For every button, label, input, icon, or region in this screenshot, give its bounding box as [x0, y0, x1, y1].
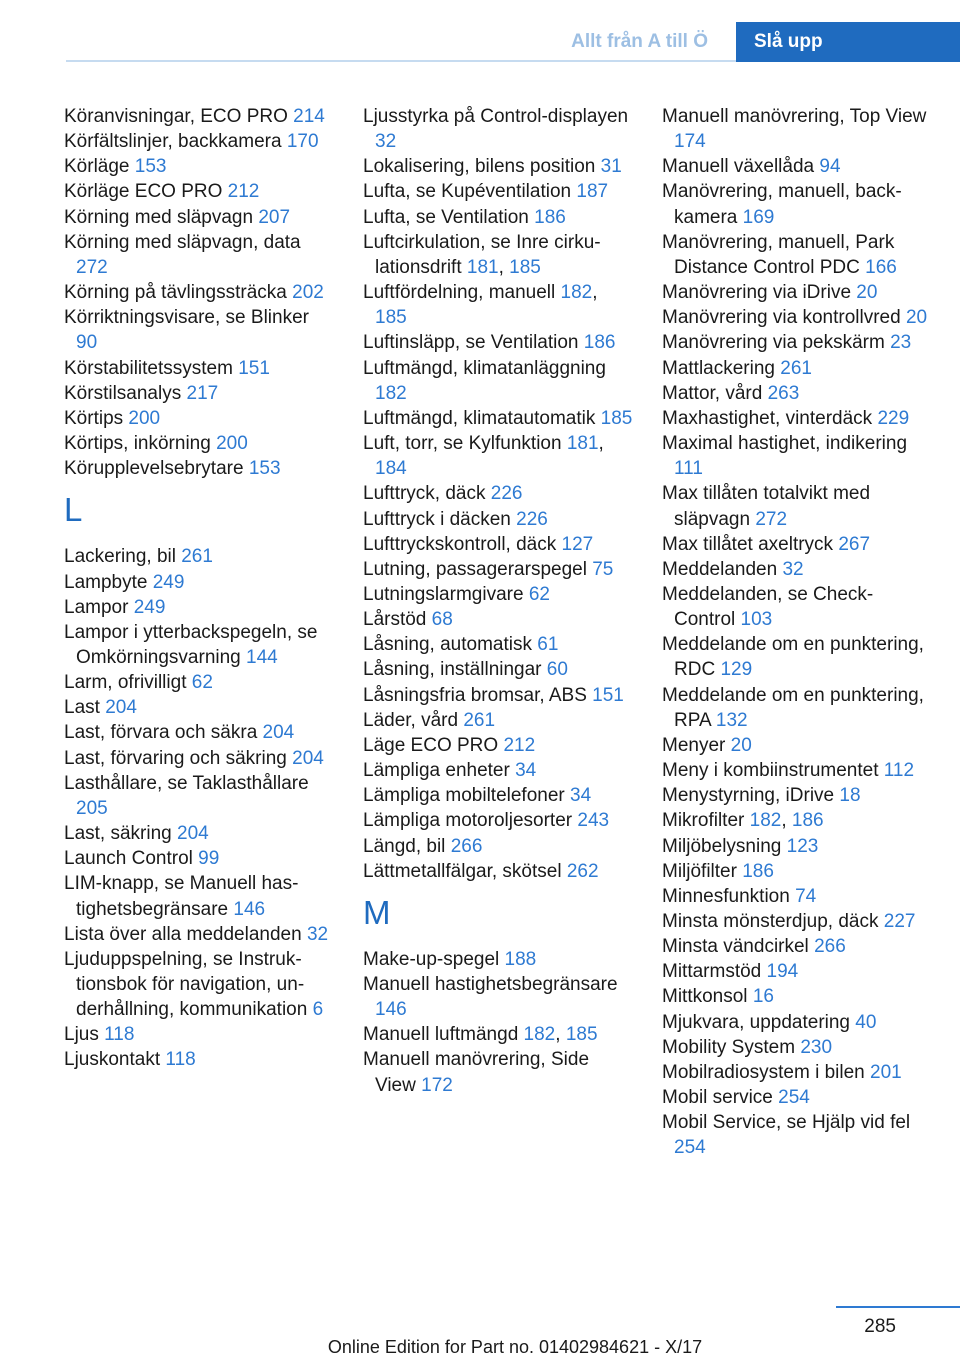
- page-link[interactable]: 74: [795, 885, 817, 907]
- page-link[interactable]: 103: [740, 609, 773, 631]
- page-link[interactable]: 20: [730, 734, 752, 756]
- index-term: Lutning, passagerarspegel: [363, 558, 593, 580]
- page-link[interactable]: 262: [566, 860, 599, 882]
- page-link[interactable]: 204: [262, 722, 295, 744]
- index-entry: [662, 683, 932, 733]
- page-link[interactable]: 32: [375, 131, 397, 153]
- index-term: Last: [64, 697, 106, 719]
- page-link[interactable]: 16: [752, 986, 774, 1008]
- index-term: Manuell manövrering, Side View: [363, 1049, 590, 1096]
- page-link[interactable]: 185: [375, 307, 407, 329]
- page-separator: ,: [781, 810, 792, 832]
- page-number: 285: [864, 1316, 896, 1337]
- index-entry: [64, 305, 334, 355]
- index-entry: [363, 758, 633, 783]
- page-link[interactable]: 169: [742, 206, 775, 228]
- index-entry: [662, 632, 932, 682]
- index-entry: [662, 934, 932, 959]
- index-entry: [363, 972, 633, 1022]
- page-link[interactable]: 200: [128, 407, 161, 429]
- page-separator: ,: [555, 1024, 566, 1046]
- index-entry: [662, 381, 932, 406]
- index-entry: [363, 104, 633, 154]
- index-term: Låsningsfria bromsar, ABS: [363, 684, 593, 706]
- index-term: Körning med släpvagn, data: [64, 231, 301, 253]
- page-link[interactable]: 272: [755, 508, 788, 530]
- index-term: Maximal hastighet, indikering: [662, 433, 908, 455]
- index-term: Lårstöd: [363, 609, 432, 631]
- index-entry: [363, 582, 633, 607]
- index-term: Luftcirkulation, se Inre cirkulationsdrift: [363, 231, 601, 278]
- page-link[interactable]: 144: [246, 646, 278, 668]
- index-term: Låsning, automatisk: [363, 634, 538, 656]
- index-term: Körläge ECO PRO: [64, 181, 228, 203]
- index-entry: [64, 947, 334, 1022]
- page-link[interactable]: 123: [786, 835, 819, 857]
- index-term: Mattor, vård: [662, 382, 768, 404]
- index-entry: [363, 356, 633, 406]
- index-term: Meddelanden: [662, 558, 783, 580]
- index-entry: [363, 280, 633, 330]
- page-link[interactable]: 261: [181, 546, 213, 568]
- page-link[interactable]: 172: [421, 1074, 453, 1096]
- index-term: Meddelande om en punktering, RDC: [662, 634, 924, 681]
- index-term: Lista över alla meddelanden: [64, 923, 307, 945]
- index-term: Körstabilitetssystem: [64, 357, 239, 379]
- page-link[interactable]: 186: [742, 860, 774, 882]
- index-entry: [662, 179, 932, 229]
- page-link[interactable]: 129: [720, 659, 753, 681]
- index-term: LIM-knapp, se Manuell hastighetsbegränsare: [64, 873, 299, 920]
- page-link[interactable]: 18: [839, 785, 861, 807]
- page-link[interactable]: 202: [292, 282, 324, 304]
- page-link[interactable]: 32: [782, 558, 804, 580]
- page-link[interactable]: 267: [838, 533, 871, 555]
- index-entry: [662, 808, 932, 833]
- index-term: Lokalisering, bilens position: [363, 156, 601, 178]
- page-separator: ,: [592, 282, 598, 304]
- index-term: Last, förvaring och säkring: [64, 747, 293, 769]
- page-link[interactable]: 146: [375, 999, 407, 1021]
- index-entry: [363, 1047, 633, 1097]
- index-entry: [64, 205, 334, 230]
- edition-text: Online Edition for Part no. 01402984621 - X/17: [327, 1337, 703, 1357]
- index-entry: [363, 406, 633, 431]
- page-link[interactable]: 186: [583, 332, 616, 354]
- index-entry: [64, 104, 334, 129]
- page-link[interactable]: 182: [749, 810, 782, 832]
- page-link[interactable]: 62: [191, 672, 213, 694]
- index-entry: [662, 1060, 932, 1085]
- index-letter-heading: M: [363, 893, 391, 931]
- page-link[interactable]: 212: [503, 734, 536, 756]
- index-entry: [64, 595, 334, 620]
- index-entry: [662, 356, 932, 381]
- index-term: Manuell hastighetsbegränsare: [363, 974, 618, 995]
- index-entry: [363, 330, 633, 355]
- index-term: Mattlackering: [662, 357, 781, 379]
- page-link[interactable]: 60: [546, 659, 568, 681]
- index-term: Max tillåtet axeltryck: [662, 533, 839, 555]
- index-entry: [64, 746, 334, 771]
- index-term: Manövrering via kontrollvred: [662, 307, 906, 329]
- index-term: Körfältslinjer, backkamera: [64, 131, 287, 153]
- page-link[interactable]: 34: [515, 760, 537, 782]
- index-term: Ljus: [64, 1024, 105, 1046]
- page-link[interactable]: 40: [855, 1011, 877, 1033]
- page-link[interactable]: 99: [198, 848, 220, 870]
- index-term: Längd, bil: [363, 835, 451, 857]
- index-entry: [662, 104, 932, 154]
- index-entry: [64, 544, 334, 569]
- index-term: Minnesfunktion: [662, 885, 796, 907]
- index-entry: [662, 481, 932, 531]
- index-term: Lampbyte: [64, 571, 153, 593]
- index-term: Manövrering via pekskärm: [662, 332, 891, 354]
- index-term: Minsta mönsterdjup, däck: [662, 911, 884, 932]
- index-entry: [64, 695, 334, 720]
- page-link[interactable]: 182: [375, 382, 407, 404]
- index-term: Lufttryck i däcken: [363, 508, 517, 530]
- page-link[interactable]: 146: [233, 898, 266, 920]
- page-link[interactable]: 249: [133, 596, 166, 618]
- index-term: Ljuduppspelning, se Instruktionsbok för navigation, underhållning, kommunikation: [64, 948, 313, 1021]
- header-divider: [66, 60, 736, 62]
- page-link[interactable]: 263: [767, 382, 800, 404]
- page-link[interactable]: 170: [286, 131, 319, 153]
- index-term: Lampor: [64, 596, 134, 618]
- tab-index-a-o[interactable]: Allt från A till Ö: [571, 31, 708, 52]
- index-entry: [363, 733, 633, 758]
- page-link[interactable]: 185: [509, 256, 541, 278]
- page-link[interactable]: 166: [865, 256, 897, 278]
- index-term: Lufta, se Kupéventilation: [363, 181, 577, 203]
- index-entry: [64, 280, 334, 305]
- index-entry: [64, 620, 334, 670]
- index-term: Launch Control: [64, 848, 199, 870]
- index-term: Mobility System: [662, 1036, 801, 1058]
- page-link[interactable]: 174: [674, 131, 706, 153]
- index-term: Last, säkring: [64, 823, 177, 845]
- index-term: Lämpliga motoroljesorter: [363, 810, 578, 832]
- index-term: Manövrering, manuell, backkamera: [662, 181, 902, 228]
- index-column-1: [64, 104, 334, 1073]
- page-link[interactable]: 214: [293, 106, 325, 127]
- page-header: [0, 22, 960, 62]
- index-entry: [662, 758, 932, 783]
- index-entry: [64, 406, 334, 431]
- index-term: Lättmetallfälgar, skötsel: [363, 860, 567, 882]
- index-entry: [662, 1010, 932, 1035]
- index-term: Luftmängd, klimatautomatik: [363, 407, 601, 429]
- index-letter-heading: L: [64, 491, 83, 529]
- page-link[interactable]: 182: [523, 1024, 556, 1046]
- page-link[interactable]: 94: [819, 156, 841, 178]
- index-entry: [662, 1085, 932, 1110]
- index-term: Lämpliga enheter: [363, 760, 516, 782]
- index-entry: [363, 607, 633, 632]
- index-entry: [363, 507, 633, 532]
- page-link[interactable]: 200: [216, 433, 248, 455]
- index-term: Manövrering via iDrive: [662, 282, 857, 304]
- index-entry: [363, 783, 633, 808]
- page-link[interactable]: 151: [592, 684, 624, 706]
- page-link[interactable]: 217: [186, 382, 219, 404]
- page-link[interactable]: 243: [577, 810, 610, 832]
- index-entry: [662, 1110, 932, 1160]
- index-term: Manuell luftmängd: [363, 1024, 524, 1046]
- page-link[interactable]: 254: [674, 1137, 706, 1159]
- index-term: Mobil service: [662, 1087, 779, 1109]
- page-link[interactable]: 188: [504, 948, 537, 970]
- index-entry: [64, 1022, 334, 1047]
- index-entry: [662, 1035, 932, 1060]
- index-entry: [64, 1047, 334, 1072]
- index-term: Luftfördelning, manuell: [363, 282, 561, 304]
- index-term: Manuell växellåda: [662, 156, 820, 178]
- index-entry: [662, 280, 932, 305]
- index-entry: [64, 570, 334, 595]
- page-link[interactable]: 249: [152, 571, 185, 593]
- index-entry: [64, 922, 334, 947]
- page-link[interactable]: 186: [534, 206, 566, 228]
- page-link[interactable]: 112: [883, 760, 915, 782]
- index-entry: [662, 532, 932, 557]
- index-term: Lufttryckskontroll, däck: [363, 533, 562, 555]
- page-link[interactable]: 118: [165, 1049, 196, 1071]
- page-link[interactable]: 212: [227, 181, 260, 203]
- index-entry: [363, 532, 633, 557]
- index-entry: [363, 947, 633, 972]
- index-term: Körning på tävlingssträcka: [64, 282, 293, 304]
- index-entry: [363, 481, 633, 506]
- page-link[interactable]: 127: [561, 533, 594, 555]
- page-separator: ,: [498, 256, 510, 278]
- index-entry: [64, 154, 334, 179]
- index-term: Mittkonsol: [662, 986, 753, 1008]
- index-entry: [662, 582, 932, 632]
- index-entry: [363, 1022, 633, 1047]
- index-term: Körstilsanalys: [64, 382, 187, 404]
- page-link[interactable]: 132: [715, 709, 748, 731]
- page-link[interactable]: 226: [516, 508, 548, 530]
- tab-lookup[interactable]: Slå upp: [736, 22, 960, 62]
- page-link[interactable]: 182: [560, 282, 593, 304]
- page-link[interactable]: 266: [814, 936, 846, 958]
- page-link[interactable]: 184: [375, 458, 407, 480]
- index-term: Luftmängd, klimatanläggning: [363, 357, 606, 379]
- index-entry: [662, 884, 932, 909]
- page-link[interactable]: 254: [778, 1087, 810, 1109]
- index-term: Körning med släpvagn: [64, 206, 259, 228]
- index-entry: [662, 984, 932, 1009]
- page-link[interactable]: 261: [780, 357, 812, 379]
- index-term: Meddelanden, se Check-Control: [662, 583, 874, 631]
- page-link[interactable]: 111: [674, 458, 703, 480]
- page-link[interactable]: 229: [877, 407, 910, 429]
- index-entry: [64, 230, 334, 280]
- index-term: Miljöbelysning: [662, 835, 787, 857]
- index-entry: [64, 179, 334, 204]
- index-entry: [64, 670, 334, 695]
- page-link[interactable]: 90: [76, 332, 98, 354]
- index-term: Lampor i ytterbackspegeln, se Omkörningsvarning: [64, 621, 318, 668]
- index-entry: [363, 808, 633, 833]
- index-entry: [363, 431, 633, 481]
- index-entry: [662, 154, 932, 179]
- index-term: Manövrering, manuell, Park Distance Control PDC: [662, 231, 895, 278]
- index-entry: [64, 871, 334, 921]
- page-link[interactable]: 227: [883, 911, 916, 932]
- page-link[interactable]: 68: [431, 609, 453, 631]
- index-term: Mobil Service, se Hjälp vid fel: [662, 1112, 911, 1134]
- index-entry: [64, 720, 334, 745]
- index-entry: [64, 381, 334, 406]
- index-entry: [662, 834, 932, 859]
- index-term: Körriktningsvisare, se Blinker: [64, 307, 309, 329]
- index-entry: [64, 771, 334, 821]
- page-link[interactable]: 205: [76, 797, 108, 819]
- index-entry: [662, 431, 932, 481]
- index-term: Meny i kombiinstrumentet: [662, 760, 884, 782]
- index-term: Lufta, se Ventilation: [363, 206, 535, 228]
- index-term: Körtips, inkörning: [64, 433, 217, 455]
- index-column-3: [662, 104, 932, 1161]
- index-term: Lasthållare, se Taklasthållare: [64, 772, 309, 794]
- index-entry: [363, 657, 633, 682]
- index-entry: [64, 846, 334, 871]
- index-entry: [363, 154, 633, 179]
- index-term: Lackering, bil: [64, 546, 182, 568]
- index-entry: [363, 632, 633, 657]
- index-term: Menyer: [662, 734, 731, 756]
- index-term: Maxhastighet, vinterdäck: [662, 407, 878, 429]
- index-term: Make-up-spegel: [363, 948, 505, 970]
- index-entry: [363, 834, 633, 859]
- index-term: Lämpliga mobiltelefoner: [363, 785, 571, 807]
- page-link[interactable]: 230: [800, 1036, 833, 1058]
- page-link[interactable]: 204: [177, 823, 209, 845]
- page-link[interactable]: 61: [537, 634, 559, 656]
- page-link[interactable]: 261: [463, 709, 496, 731]
- footer-divider: [836, 1306, 960, 1308]
- index-entry: [363, 179, 633, 204]
- page-link[interactable]: 31: [600, 156, 622, 178]
- index-entry: [662, 783, 932, 808]
- page-link[interactable]: 153: [248, 458, 281, 480]
- index-term: Luft, torr, se Kylfunktion: [363, 433, 567, 455]
- index-term: Körtips: [64, 407, 129, 429]
- page-link[interactable]: 181: [466, 256, 499, 278]
- index-entry: [662, 909, 932, 934]
- page-link[interactable]: 204: [292, 747, 324, 769]
- index-entry: [64, 821, 334, 846]
- index-term: Lufttryck, däck: [363, 483, 491, 505]
- index-term: Max tillåten totalvikt med släpvagn: [662, 483, 871, 530]
- page-link[interactable]: 185: [565, 1024, 598, 1046]
- index-term: Last, förvara och säkra: [64, 722, 263, 744]
- page-link[interactable]: 34: [570, 785, 592, 807]
- index-entry: [363, 230, 633, 280]
- page-link[interactable]: 266: [450, 835, 483, 857]
- page-link[interactable]: 20: [856, 282, 878, 304]
- index-entry: [363, 708, 633, 733]
- index-entry: [662, 859, 932, 884]
- index-term: Meddelande om en punktering, RPA: [662, 684, 924, 731]
- index-term: Larm, ofrivilligt: [64, 672, 192, 694]
- index-term: Luftinsläpp, se Ventilation: [363, 332, 584, 354]
- index-term: Läder, vård: [363, 709, 464, 731]
- index-entry: [363, 683, 633, 708]
- page-link[interactable]: 153: [134, 156, 167, 178]
- index-column-2: [363, 104, 633, 1098]
- page-link[interactable]: 201: [870, 1061, 902, 1083]
- edition-footer: [0, 1337, 960, 1358]
- index-entry: [662, 406, 932, 431]
- index-term: Låsning, inställningar: [363, 659, 547, 681]
- index-entry: [662, 230, 932, 280]
- index-term: Körläge: [64, 156, 135, 178]
- page-link[interactable]: 23: [890, 332, 912, 354]
- index-entry: [64, 129, 334, 154]
- page-link[interactable]: 75: [592, 558, 614, 580]
- page-link[interactable]: 181: [566, 433, 599, 455]
- index-entry: [662, 305, 932, 330]
- page-link[interactable]: 272: [76, 256, 108, 278]
- page-separator: ,: [598, 433, 604, 455]
- page-link[interactable]: 62: [528, 583, 550, 605]
- index-term: Köranvisningar, ECO PRO: [64, 106, 294, 127]
- index-term: Lutningslarmgivare: [363, 583, 529, 605]
- index-term: Läge ECO PRO: [363, 734, 504, 756]
- page-link[interactable]: 186: [791, 810, 824, 832]
- index-entry: [64, 456, 334, 481]
- index-term: Ljusstyrka på Control-displayen: [363, 106, 629, 127]
- index-entry: [64, 356, 334, 381]
- index-entry: [64, 431, 334, 456]
- page-link[interactable]: 32: [306, 923, 329, 945]
- index-term: Mikrofilter: [662, 810, 750, 832]
- index-entry: [662, 733, 932, 758]
- index-term: Mjukvara, uppdatering: [662, 1011, 856, 1033]
- index-term: Mittarmstöd: [662, 961, 767, 983]
- page-link[interactable]: 185: [600, 407, 633, 429]
- index-term: Menystyrning, iDrive: [662, 785, 840, 807]
- index-term: Ljuskontakt: [64, 1049, 166, 1071]
- index-entry: [363, 205, 633, 230]
- index-entry: [363, 859, 633, 884]
- index-entry: [662, 959, 932, 984]
- page-link[interactable]: 226: [490, 483, 523, 505]
- page-link[interactable]: 204: [105, 697, 137, 719]
- index-entry: [662, 330, 932, 355]
- index-term: Minsta vändcirkel: [662, 936, 815, 958]
- index-entry: [363, 557, 633, 582]
- page-link[interactable]: 118: [104, 1024, 135, 1046]
- page-link[interactable]: 151: [238, 357, 270, 379]
- index-entry: [662, 557, 932, 582]
- page-link[interactable]: 187: [576, 181, 609, 203]
- index-term: Körupplevelsebrytare: [64, 458, 249, 480]
- index-term: Mobilradiosystem i bilen: [662, 1061, 871, 1083]
- page-link[interactable]: 194: [766, 961, 799, 983]
- page-link[interactable]: 6: [312, 999, 324, 1021]
- index-term: Miljöfilter: [662, 860, 743, 882]
- page-link[interactable]: 207: [258, 206, 291, 228]
- page-link[interactable]: 20: [905, 307, 928, 329]
- index-term: Manuell manövrering, Top View: [662, 106, 927, 127]
